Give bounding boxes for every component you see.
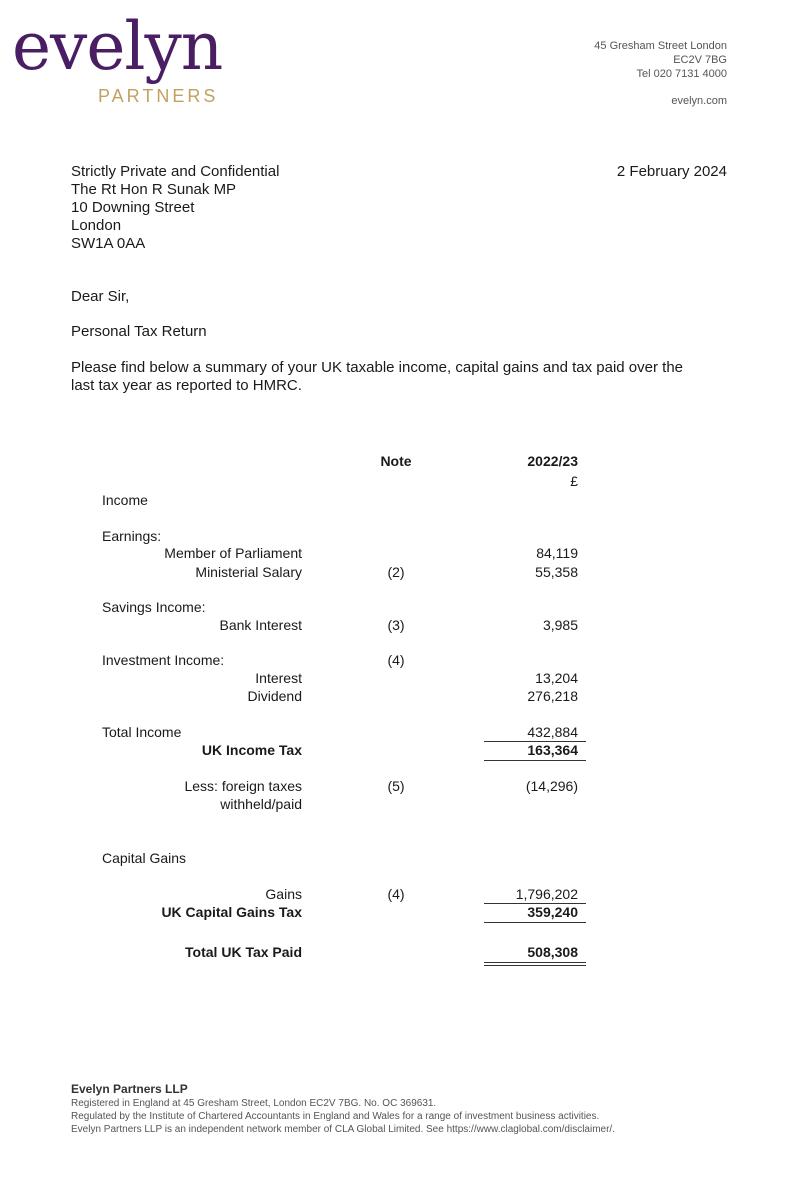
gains-label: Gains: [265, 886, 302, 902]
column-header-year: 2022/23: [527, 453, 578, 469]
recipient-line: SW1A 0AA: [71, 235, 146, 252]
earnings-heading: Earnings:: [102, 528, 162, 544]
bank-interest-value: 3,985: [542, 617, 578, 633]
letter-date: 2 February 2024: [616, 163, 727, 180]
ministerial-salary-label: Ministerial Salary: [195, 564, 302, 580]
intro-paragraph-line2: last tax year as reported to HMRC.: [71, 377, 302, 394]
uk-income-tax-label: UK Income Tax: [201, 742, 302, 758]
foreign-taxes-value: (14,296): [525, 778, 578, 794]
mp-salary-label: Member of Parliament: [164, 545, 302, 561]
investment-note: (4): [387, 652, 405, 668]
bank-interest-label: Bank Interest: [219, 617, 302, 633]
header-telephone: Tel 020 7131 4000: [636, 68, 727, 80]
footer-line1: Registered in England at 45 Gresham Street, London EC2V 7BG. No. OC 369631.: [71, 1098, 437, 1109]
uk-cgt-value: 359,240: [527, 904, 578, 920]
footer-company: Evelyn Partners LLP: [71, 1082, 188, 1096]
uk-cgt-label: UK Capital Gains Tax: [161, 904, 302, 920]
header-address-line2: EC2V 7BG: [673, 54, 727, 66]
interest-label: Interest: [255, 670, 302, 686]
capital-gains-heading: Capital Gains: [102, 850, 187, 866]
letter-subject: Personal Tax Return: [71, 323, 207, 340]
bank-interest-note: (3): [387, 617, 405, 633]
recipient-line: 10 Downing Street: [71, 199, 195, 216]
dividend-value: 276,218: [527, 688, 578, 704]
footer-line2: Regulated by the Institute of Chartered Accountants in England and Wales for a range of investment business activities.: [71, 1111, 600, 1122]
gains-note: (4): [387, 886, 405, 902]
footer-line3: Evelyn Partners LLP is an independent network member of CLA Global Limited. See https://www.claglobal.com/disclaimer/.: [71, 1124, 615, 1135]
uk-income-tax-value: 163,364: [527, 742, 578, 758]
total-tax-paid-label: Total UK Tax Paid: [185, 944, 302, 960]
logo-wordmark: evelyn: [12, 8, 223, 85]
uk-income-tax-rule: [484, 760, 586, 761]
ministerial-salary-note: (2): [387, 564, 405, 580]
logo-subtitle: PARTNERS: [98, 86, 219, 106]
column-header-note: Note: [380, 453, 412, 469]
recipient-line: London: [71, 217, 122, 234]
recipient-line: The Rt Hon R Sunak MP: [71, 181, 237, 198]
confidential-line: Strictly Private and Confidential: [71, 163, 280, 180]
gains-value: 1,796,202: [515, 886, 578, 902]
investment-heading: Investment Income:: [102, 652, 225, 668]
mp-salary-value: 84,119: [536, 545, 578, 561]
total-tax-paid-rule-2: [484, 965, 586, 966]
foreign-taxes-label-line1: Less: foreign taxes: [184, 778, 302, 794]
dividend-label: Dividend: [247, 688, 302, 704]
foreign-taxes-note: (5): [387, 778, 405, 794]
intro-paragraph-line1: Please find below a summary of your UK taxable income, capital gains and tax paid over the: [71, 359, 683, 376]
total-income-value: 432,884: [527, 724, 578, 740]
column-header-currency: £: [570, 473, 578, 489]
total-tax-paid-rule-1: [484, 962, 586, 963]
savings-heading: Savings Income:: [102, 599, 206, 615]
interest-value: 13,204: [535, 670, 578, 686]
ministerial-salary-value: 55,358: [535, 564, 578, 580]
salutation: Dear Sir,: [71, 288, 130, 305]
total-income-label: Total Income: [102, 724, 182, 740]
header-website: evelyn.com: [671, 95, 727, 107]
foreign-taxes-label-line2: withheld/paid: [220, 796, 302, 812]
uk-cgt-rule: [484, 922, 586, 923]
header-address-line1: 45 Gresham Street London: [594, 40, 727, 52]
total-tax-paid-value: 508,308: [527, 944, 578, 960]
income-heading: Income: [102, 492, 148, 508]
